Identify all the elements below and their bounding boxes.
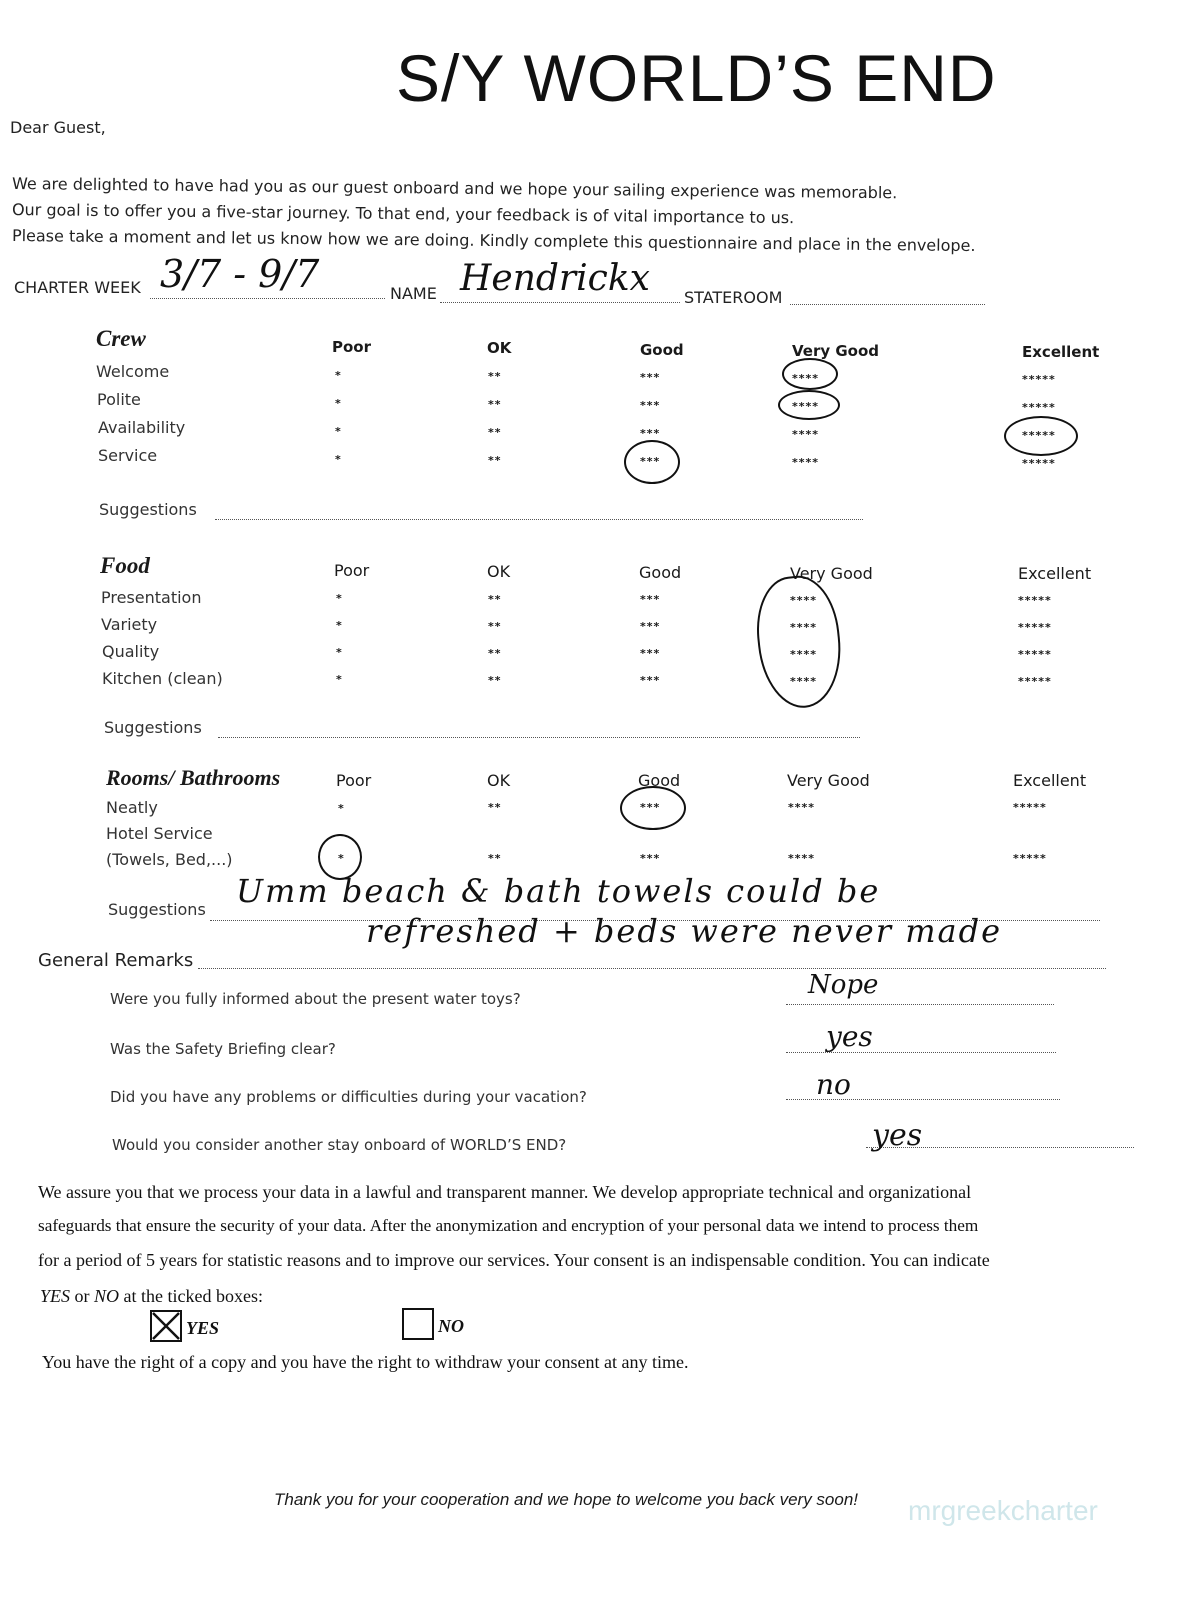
rooms-suggestions-value-line1[interactable]: Umm beach & bath towels could be: [236, 872, 881, 910]
consent-no-label: NO: [438, 1316, 464, 1336]
food-kitchen-star-5[interactable]: *****: [1018, 675, 1052, 688]
intro-line-2: Our goal is to offer you a five-star journey. To that end, your feedback is of vital importance to us.: [11, 200, 795, 228]
food-kitchen-star-3[interactable]: ***: [640, 674, 661, 687]
rooms-suggestions-value-line2[interactable]: refreshed + beds were never made: [366, 912, 1003, 950]
food-variety-star-1[interactable]: *: [336, 619, 343, 632]
crew-row-service: Service: [98, 446, 158, 465]
crew-polite-star-3[interactable]: ***: [640, 399, 661, 412]
consent-yes-checkbox[interactable]: [150, 1310, 182, 1342]
food-row-quality: Quality: [102, 642, 160, 661]
food-presentation-star-2[interactable]: **: [488, 593, 502, 606]
rooms-row-towels-bed: (Towels, Bed,...): [106, 850, 233, 869]
consent-instruction: at the ticked boxes:: [123, 1286, 263, 1306]
rooms-col-ok: OK: [487, 771, 511, 790]
food-very-good-selection-loop: [751, 572, 846, 712]
crew-col-poor: Poor: [332, 338, 372, 356]
crew-row-availability: Availability: [98, 418, 186, 437]
consent-no-checkbox[interactable]: [402, 1308, 434, 1340]
crew-polite-star-2[interactable]: **: [488, 398, 502, 411]
crew-service-star-5[interactable]: *****: [1022, 457, 1056, 470]
food-suggestions-label: Suggestions: [104, 718, 202, 737]
crew-service-star-4[interactable]: ****: [792, 456, 820, 469]
intro-line-1: We are delighted to have had you as our guest onboard and we hope your sailing experience was memorable.: [11, 174, 898, 203]
consent-paragraph-1: We assure you that we process your data in a lawful and transparent manner. We develop appropriate technical and organizational: [38, 1182, 972, 1202]
crew-service-selection-circle: [624, 440, 680, 484]
rooms-neatly-selection-circle: [620, 786, 686, 830]
crew-col-very-good: Very Good: [792, 342, 880, 360]
crew-welcome-star-3[interactable]: ***: [640, 371, 661, 384]
food-quality-star-1[interactable]: *: [336, 646, 343, 659]
greeting: Dear Guest,: [10, 118, 106, 137]
crew-polite-star-5[interactable]: *****: [1022, 401, 1056, 414]
crew-availability-star-4[interactable]: ****: [792, 428, 820, 441]
crew-section-title: Crew: [96, 326, 146, 351]
food-col-very-good: Very Good: [790, 564, 873, 583]
crew-row-polite: Polite: [97, 390, 141, 409]
crew-welcome-star-2[interactable]: **: [488, 370, 502, 383]
food-presentation-star-4[interactable]: ****: [790, 594, 818, 607]
question-water-toys: Were you fully informed about the present water toys?: [110, 990, 521, 1008]
crew-welcome-selection-circle: [782, 358, 838, 390]
food-presentation-star-5[interactable]: *****: [1018, 594, 1052, 607]
consent-paragraph-2: safeguards that ensure the security of your data. After the anonymization and encryption of your personal data we intend to process them: [38, 1216, 979, 1235]
rooms-col-good: Good: [638, 771, 681, 790]
crew-col-ok: OK: [487, 339, 512, 357]
question-safety-briefing: Was the Safety Briefing clear?: [110, 1040, 336, 1058]
food-quality-star-2[interactable]: **: [488, 647, 502, 660]
question-problems: Did you have any problems or difficulties during your vacation?: [110, 1088, 587, 1106]
general-remarks-field[interactable]: [198, 968, 1106, 969]
rooms-neatly-star-2[interactable]: **: [488, 801, 502, 814]
food-col-excellent: Excellent: [1018, 564, 1092, 583]
rooms-service-star-5[interactable]: *****: [1013, 852, 1047, 865]
food-col-ok: OK: [487, 562, 511, 581]
name-label: NAME: [390, 284, 437, 303]
crew-service-star-1[interactable]: *: [335, 453, 342, 466]
general-remarks-label: General Remarks: [38, 950, 194, 971]
food-row-presentation: Presentation: [101, 588, 202, 607]
crew-availability-star-2[interactable]: **: [488, 426, 502, 439]
crew-suggestions-label: Suggestions: [99, 500, 197, 519]
food-kitchen-star-4[interactable]: ****: [790, 675, 818, 688]
rooms-neatly-star-5[interactable]: *****: [1013, 801, 1047, 814]
food-variety-star-3[interactable]: ***: [640, 620, 661, 633]
consent-rights: You have the right of a copy and you have the right to withdraw your consent at any time.: [42, 1352, 689, 1372]
rooms-col-excellent: Excellent: [1013, 771, 1087, 790]
rooms-neatly-star-1[interactable]: *: [338, 802, 345, 815]
food-quality-star-4[interactable]: ****: [790, 648, 818, 661]
rooms-neatly-star-4[interactable]: ****: [788, 801, 816, 814]
crew-service-star-3[interactable]: ***: [640, 455, 661, 468]
rooms-col-very-good: Very Good: [787, 771, 870, 790]
watermark-logo: mrgreekcharter: [908, 1495, 1098, 1526]
rooms-service-star-2[interactable]: **: [488, 852, 502, 865]
crew-row-welcome: Welcome: [96, 362, 170, 381]
food-quality-star-5[interactable]: *****: [1018, 648, 1052, 661]
consent-no-inline: NO: [94, 1286, 120, 1306]
crew-polite-star-1[interactable]: *: [335, 397, 342, 410]
food-row-variety: Variety: [101, 615, 158, 634]
thank-you-note: Thank you for your cooperation and we hope to welcome you back very soon!: [274, 1490, 859, 1509]
food-kitchen-star-2[interactable]: **: [488, 674, 502, 687]
answer-water-toys-line: [786, 1004, 1054, 1005]
stateroom-line[interactable]: [790, 304, 985, 305]
rooms-col-poor: Poor: [336, 771, 372, 790]
food-col-good: Good: [639, 563, 682, 582]
rooms-row-neatly: Neatly: [106, 798, 158, 817]
rooms-service-star-4[interactable]: ****: [788, 852, 816, 865]
crew-welcome-star-5[interactable]: *****: [1022, 373, 1056, 386]
food-suggestions-field[interactable]: [218, 737, 860, 738]
answer-water-toys[interactable]: Nope: [808, 970, 879, 1000]
charter-week-line: [150, 298, 385, 299]
food-row-kitchen: Kitchen (clean): [102, 669, 223, 688]
food-presentation-star-3[interactable]: ***: [640, 593, 661, 606]
consent-paragraph-3: for a period of 5 years for statistic reasons and to improve our services. Your consent is an indispensable condition. You can indicate: [38, 1250, 990, 1270]
food-col-poor: Poor: [334, 561, 370, 580]
crew-welcome-star-1[interactable]: *: [335, 369, 342, 382]
food-variety-star-5[interactable]: *****: [1018, 621, 1052, 634]
food-section-title: Food: [100, 553, 150, 578]
charter-week-value[interactable]: 3/7 - 9/7: [160, 252, 320, 296]
intro-line-3: Please take a moment and let us know how we are doing. Kindly complete this questionnaire and place in the envelope.: [11, 226, 976, 256]
crew-availability-star-3[interactable]: ***: [640, 427, 661, 440]
answer-problems[interactable]: no: [816, 1068, 851, 1101]
question-another-stay: Would you consider another stay onboard of WORLD’S END?: [112, 1136, 567, 1154]
charter-week-label: CHARTER WEEK: [14, 278, 141, 297]
rooms-service-star-3[interactable]: ***: [640, 852, 661, 865]
rooms-section-title: Rooms/ Bathrooms: [106, 765, 281, 790]
rooms-row-hotel-service: Hotel Service: [106, 824, 213, 843]
rooms-suggestions-label: Suggestions: [108, 900, 206, 919]
food-variety-star-4[interactable]: ****: [790, 621, 818, 634]
rooms-neatly-star-3[interactable]: ***: [640, 801, 661, 814]
crew-availability-selection-circle: [1004, 416, 1078, 456]
consent-paragraph-4: [40, 1286, 263, 1307]
consent-yes-inline: YES: [40, 1286, 71, 1306]
consent-or-inline: or: [74, 1286, 90, 1306]
food-presentation-star-1[interactable]: *: [336, 592, 343, 605]
answer-another-stay[interactable]: yes: [872, 1118, 923, 1153]
crew-col-excellent: Excellent: [1022, 343, 1100, 361]
crew-welcome-star-4[interactable]: ****: [792, 372, 820, 385]
crew-service-star-2[interactable]: **: [488, 454, 502, 467]
page-title: S/Y WORLD’S END: [396, 41, 997, 115]
crew-suggestions-field[interactable]: [215, 519, 863, 520]
food-quality-star-3[interactable]: ***: [640, 647, 661, 660]
answer-safety-briefing[interactable]: yes: [826, 1020, 873, 1053]
consent-yes-label: YES: [186, 1318, 220, 1338]
crew-col-good: Good: [640, 341, 684, 359]
food-variety-star-2[interactable]: **: [488, 620, 502, 633]
checkmark-x-icon: [152, 1312, 180, 1340]
crew-polite-star-4[interactable]: ****: [792, 400, 820, 413]
food-kitchen-star-1[interactable]: *: [336, 673, 343, 686]
crew-availability-star-1[interactable]: *: [335, 425, 342, 438]
crew-availability-star-5[interactable]: *****: [1022, 429, 1056, 442]
crew-polite-selection-circle: [778, 390, 840, 420]
name-line: [440, 302, 680, 303]
rooms-service-star-1[interactable]: *: [338, 852, 345, 865]
name-value[interactable]: Hendrickx: [460, 258, 650, 299]
stateroom-label: STATEROOM: [684, 288, 783, 307]
